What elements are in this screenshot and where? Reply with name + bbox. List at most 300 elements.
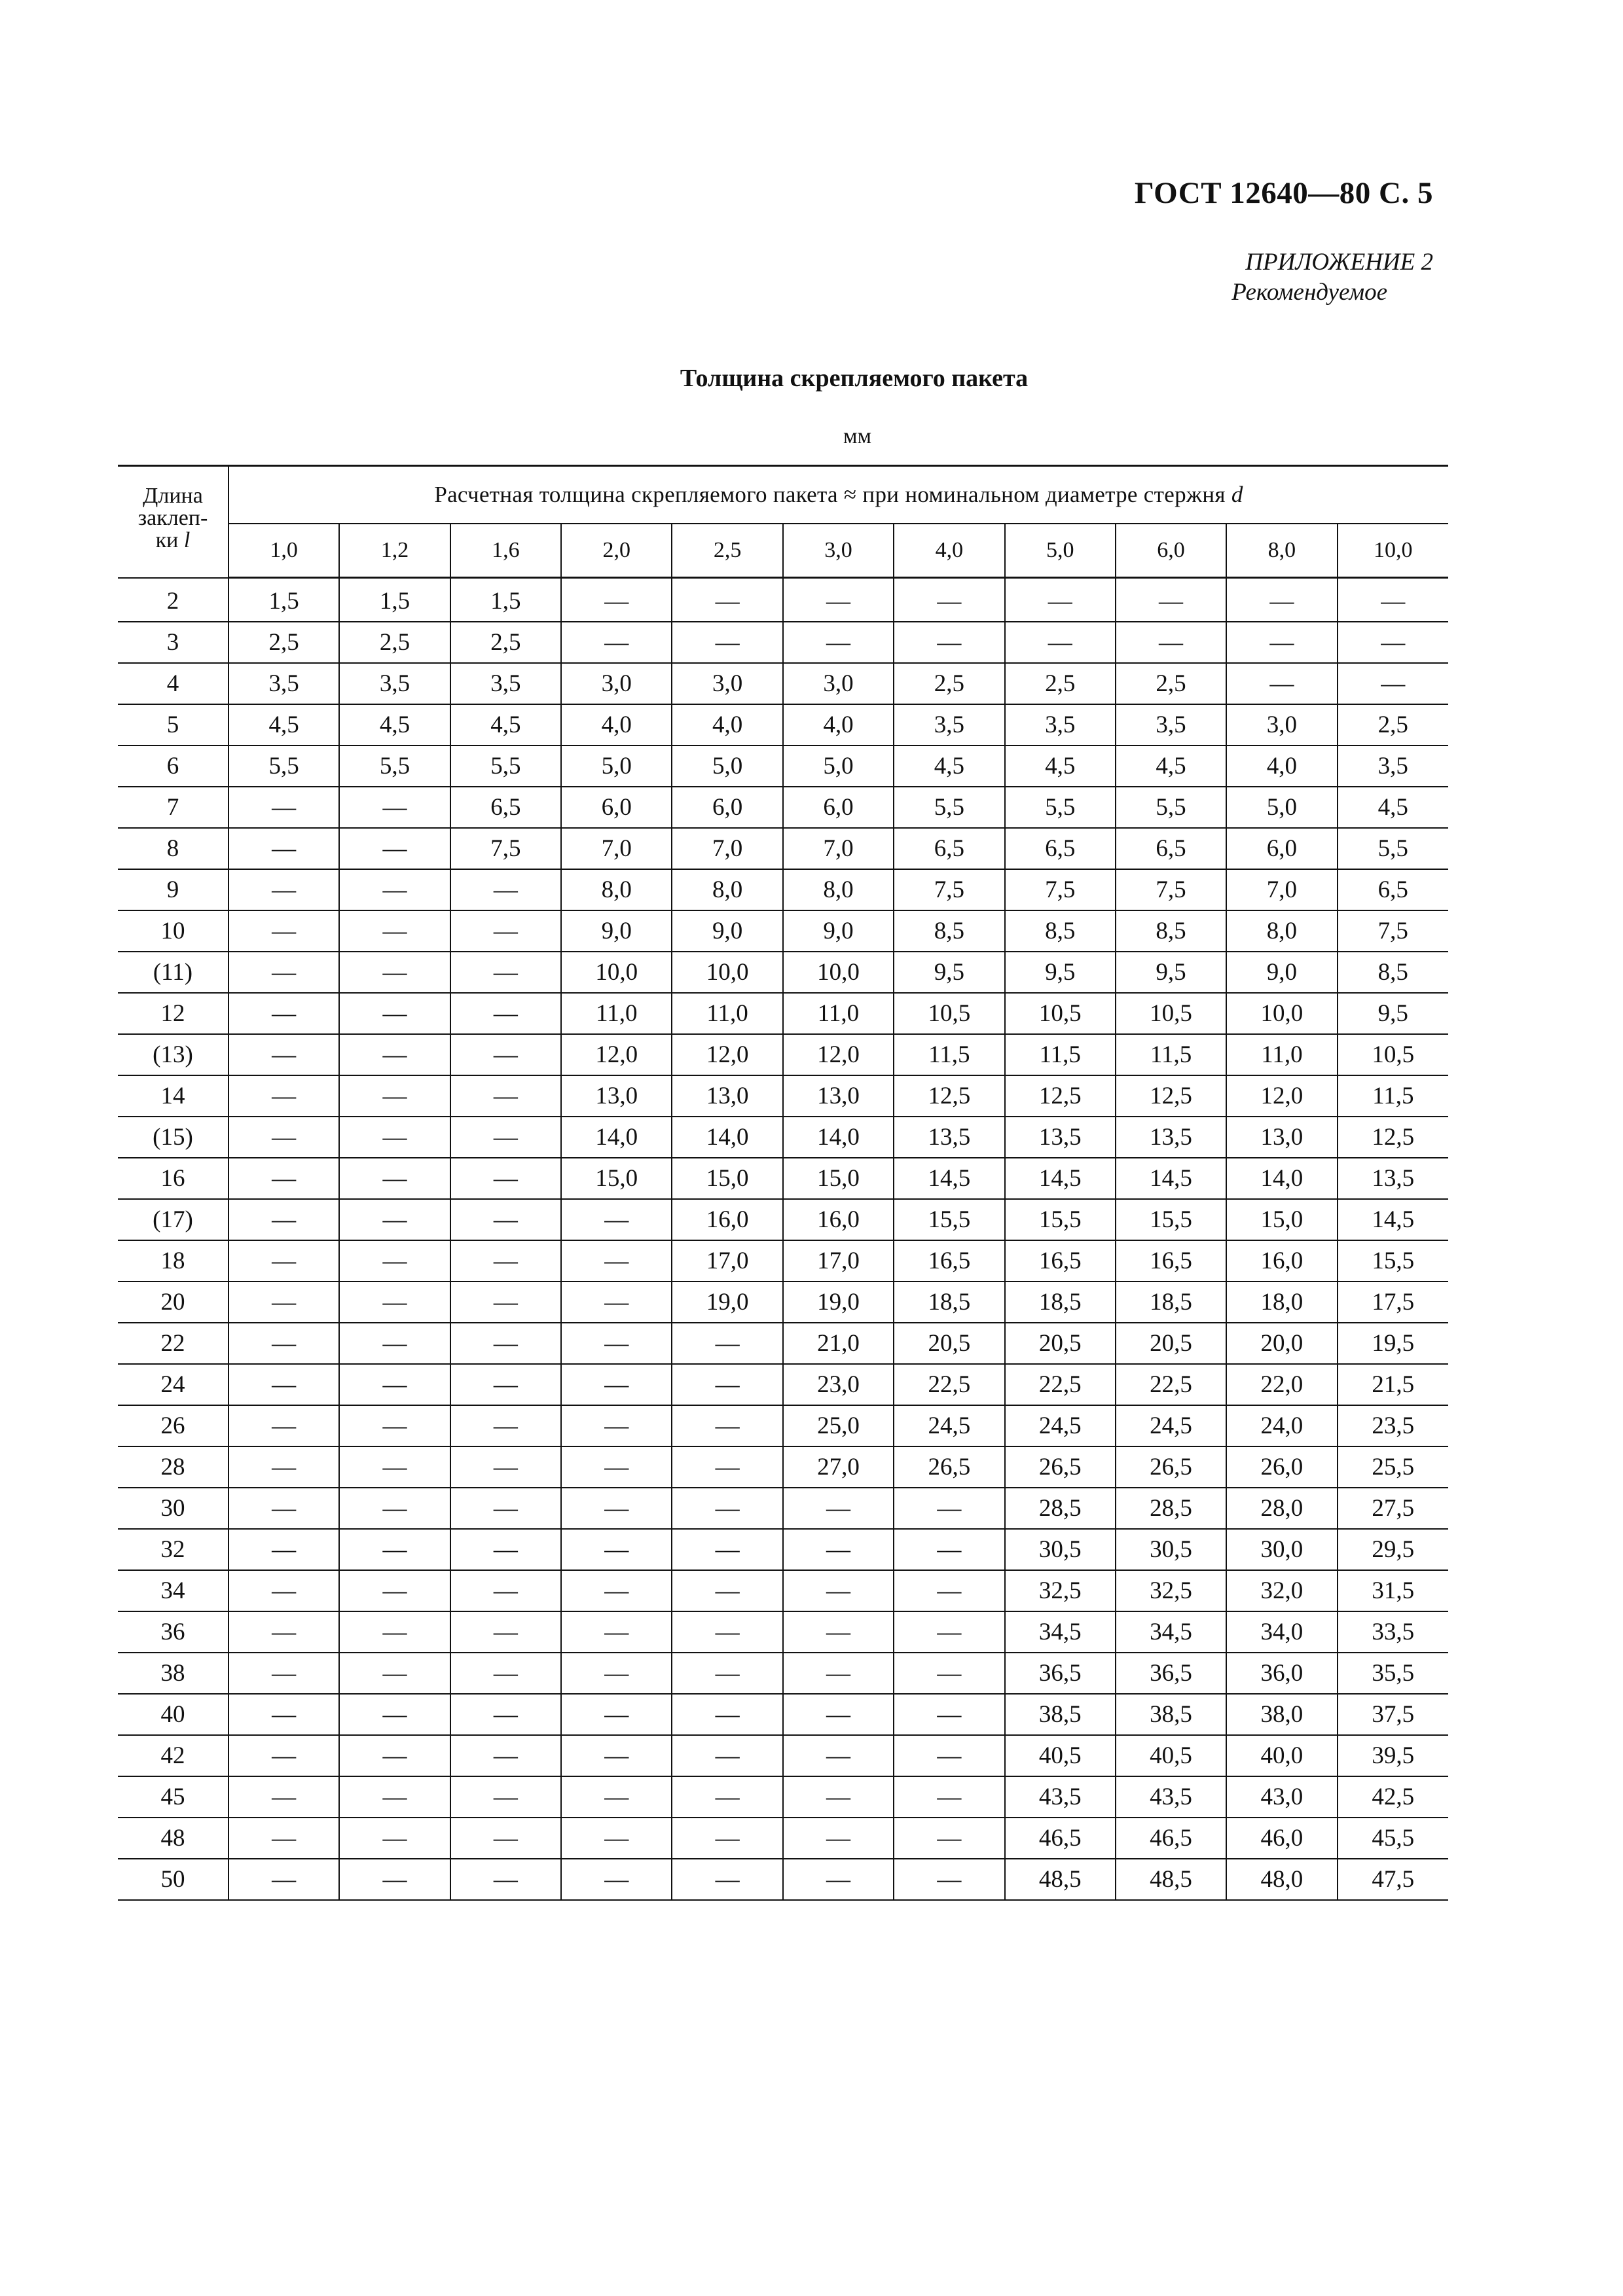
thickness-cell: 4,0 — [1226, 745, 1337, 787]
thickness-cell: — — [783, 1694, 894, 1735]
thickness-cell: 14,0 — [561, 1117, 672, 1158]
thickness-span-header-text: Расчетная толщина скрепляемого пакета ≈ при номинальном диаметре стержня — [434, 482, 1231, 507]
rivet-length-cell: 5 — [118, 704, 228, 745]
thickness-cell: — — [672, 578, 782, 622]
table-row — [118, 1158, 1448, 1199]
table-row — [118, 1199, 1448, 1240]
thickness-cell: 9,0 — [672, 910, 782, 952]
thickness-cell: 4,5 — [450, 704, 561, 745]
thickness-cell: — — [783, 1776, 894, 1818]
thickness-cell: — — [1226, 663, 1337, 704]
thickness-cell: 26,0 — [1226, 1446, 1337, 1488]
thickness-cell: 15,5 — [894, 1199, 1004, 1240]
thickness-cell: 12,0 — [672, 1034, 782, 1075]
thickness-cell: — — [783, 1529, 894, 1570]
thickness-cell: — — [672, 1323, 782, 1364]
thickness-cell: — — [339, 1859, 450, 1900]
table-row — [118, 1282, 1448, 1323]
thickness-cell: — — [228, 1694, 339, 1735]
thickness-cell: — — [228, 1529, 339, 1570]
thickness-cell: 8,5 — [1005, 910, 1116, 952]
thickness-cell: — — [450, 1323, 561, 1364]
diameter-header: 5,0 — [1005, 524, 1116, 578]
thickness-cell: 5,5 — [228, 745, 339, 787]
thickness-cell: 8,5 — [1338, 952, 1448, 993]
thickness-cell: — — [450, 1075, 561, 1117]
thickness-cell: — — [228, 1117, 339, 1158]
thickness-cell: — — [561, 1488, 672, 1529]
thickness-cell: 5,5 — [1116, 787, 1226, 828]
thickness-cell: 23,5 — [1338, 1405, 1448, 1446]
thickness-cell: 6,0 — [672, 787, 782, 828]
thickness-cell: 5,5 — [894, 787, 1004, 828]
thickness-cell: — — [228, 1405, 339, 1446]
thickness-cell: 1,5 — [228, 578, 339, 622]
thickness-cell: 3,0 — [672, 663, 782, 704]
table-row — [118, 1735, 1448, 1776]
thickness-cell: — — [672, 1570, 782, 1611]
thickness-cell: 30,5 — [1005, 1529, 1116, 1570]
thickness-cell: 14,0 — [672, 1117, 782, 1158]
thickness-cell: — — [1005, 622, 1116, 663]
table-row — [118, 704, 1448, 745]
thickness-cell: 4,0 — [783, 704, 894, 745]
thickness-cell: — — [894, 1611, 1004, 1653]
thickness-cell: 19,0 — [672, 1282, 782, 1323]
thickness-cell: 7,0 — [783, 828, 894, 869]
thickness-cell: 18,0 — [1226, 1282, 1337, 1323]
diameter-header: 2,0 — [561, 524, 672, 578]
thickness-cell: 32,5 — [1116, 1570, 1226, 1611]
thickness-cell: 39,5 — [1338, 1735, 1448, 1776]
rivet-length-cell: (13) — [118, 1034, 228, 1075]
thickness-cell: 3,5 — [339, 663, 450, 704]
thickness-cell: 4,5 — [1116, 745, 1226, 787]
thickness-cell: 29,5 — [1338, 1529, 1448, 1570]
thickness-cell: 32,5 — [1005, 1570, 1116, 1611]
thickness-cell: 12,0 — [783, 1034, 894, 1075]
thickness-cell: 12,5 — [1005, 1075, 1116, 1117]
thickness-cell: 3,5 — [450, 663, 561, 704]
thickness-cell: — — [450, 993, 561, 1034]
thickness-cell: 20,0 — [1226, 1323, 1337, 1364]
rivet-length-cell: 8 — [118, 828, 228, 869]
thickness-cell: — — [339, 1611, 450, 1653]
thickness-cell: 13,0 — [561, 1075, 672, 1117]
thickness-cell: 40,5 — [1005, 1735, 1116, 1776]
thickness-cell: 6,5 — [450, 787, 561, 828]
table-row — [118, 1240, 1448, 1282]
thickness-cell: — — [450, 1488, 561, 1529]
thickness-cell: 46,5 — [1116, 1818, 1226, 1859]
diameter-header: 1,0 — [228, 524, 339, 578]
thickness-cell: 10,5 — [1116, 993, 1226, 1034]
table-row — [118, 1488, 1448, 1529]
header-row-diameters — [118, 524, 1448, 578]
thickness-cell: — — [450, 1282, 561, 1323]
thickness-cell: 4,0 — [561, 704, 672, 745]
thickness-cell: 18,5 — [894, 1282, 1004, 1323]
rivet-length-cell: 9 — [118, 869, 228, 910]
thickness-cell: — — [450, 1694, 561, 1735]
thickness-cell: 13,5 — [1116, 1117, 1226, 1158]
thickness-cell: — — [450, 1240, 561, 1282]
thickness-cell: 4,0 — [672, 704, 782, 745]
thickness-cell: 7,5 — [1338, 910, 1448, 952]
thickness-cell: — — [672, 1818, 782, 1859]
thickness-cell: — — [339, 1818, 450, 1859]
table-row — [118, 787, 1448, 828]
thickness-cell: 6,5 — [1116, 828, 1226, 869]
thickness-cell: 2,5 — [1005, 663, 1116, 704]
thickness-cell: — — [783, 1859, 894, 1900]
diameter-header: 6,0 — [1116, 524, 1226, 578]
thickness-cell: — — [228, 910, 339, 952]
thickness-cell: 30,0 — [1226, 1529, 1337, 1570]
thickness-cell: 3,0 — [783, 663, 894, 704]
thickness-cell: — — [672, 1405, 782, 1446]
thickness-cell: — — [450, 1776, 561, 1818]
thickness-cell: — — [228, 1488, 339, 1529]
thickness-cell: — — [672, 1611, 782, 1653]
thickness-cell: — — [339, 1488, 450, 1529]
thickness-cell: 34,0 — [1226, 1611, 1337, 1653]
table-row — [118, 828, 1448, 869]
thickness-cell: 10,0 — [1226, 993, 1337, 1034]
thickness-cell: 36,0 — [1226, 1653, 1337, 1694]
thickness-cell: — — [561, 1323, 672, 1364]
thickness-cell: 13,0 — [1226, 1117, 1337, 1158]
thickness-cell: 8,0 — [561, 869, 672, 910]
rivet-length-cell: 36 — [118, 1611, 228, 1653]
thickness-cell: 7,0 — [672, 828, 782, 869]
thickness-cell: — — [450, 1034, 561, 1075]
appendix-note: Рекомендуемое — [1231, 279, 1387, 306]
thickness-cell: 12,0 — [1226, 1075, 1337, 1117]
table-row — [118, 1818, 1448, 1859]
thickness-cell: 11,5 — [1338, 1075, 1448, 1117]
thickness-cell: 6,0 — [783, 787, 894, 828]
thickness-cell: — — [228, 787, 339, 828]
thickness-cell: 37,5 — [1338, 1694, 1448, 1735]
thickness-cell: — — [339, 1117, 450, 1158]
thickness-cell: — — [228, 1282, 339, 1323]
thickness-cell: — — [228, 1158, 339, 1199]
thickness-cell: 38,0 — [1226, 1694, 1337, 1735]
thickness-cell: 46,0 — [1226, 1818, 1337, 1859]
thickness-cell: 14,5 — [1005, 1158, 1116, 1199]
thickness-cell: 3,5 — [1116, 704, 1226, 745]
diameter-header: 3,0 — [783, 524, 894, 578]
thickness-cell: 11,0 — [561, 993, 672, 1034]
thickness-cell: 9,5 — [1005, 952, 1116, 993]
thickness-cell: — — [339, 993, 450, 1034]
thickness-cell: — — [339, 1446, 450, 1488]
thickness-cell: — — [339, 828, 450, 869]
rivet-length-header-var: l — [183, 528, 191, 552]
thickness-cell: — — [1226, 578, 1337, 622]
thickness-cell: 13,0 — [783, 1075, 894, 1117]
thickness-cell: 27,0 — [783, 1446, 894, 1488]
table-row — [118, 1529, 1448, 1570]
thickness-cell: — — [339, 869, 450, 910]
thickness-cell: 18,5 — [1005, 1282, 1116, 1323]
rivet-length-cell: 50 — [118, 1859, 228, 1900]
thickness-cell: — — [894, 1570, 1004, 1611]
thickness-cell: — — [339, 952, 450, 993]
thickness-cell: 25,5 — [1338, 1446, 1448, 1488]
thickness-cell: — — [228, 952, 339, 993]
rivet-length-cell: 26 — [118, 1405, 228, 1446]
thickness-cell: 16,5 — [894, 1240, 1004, 1282]
thickness-cell: 43,5 — [1005, 1776, 1116, 1818]
rivet-length-cell: 14 — [118, 1075, 228, 1117]
rivet-length-cell: 24 — [118, 1364, 228, 1405]
thickness-cell: 7,5 — [894, 869, 1004, 910]
thickness-cell: 9,0 — [783, 910, 894, 952]
thickness-cell: 11,0 — [783, 993, 894, 1034]
thickness-cell: 24,5 — [1116, 1405, 1226, 1446]
thickness-cell: — — [228, 1735, 339, 1776]
thickness-cell: — — [672, 1735, 782, 1776]
thickness-cell: — — [339, 1240, 450, 1282]
thickness-cell: 2,5 — [339, 622, 450, 663]
thickness-cell: — — [561, 1446, 672, 1488]
rivet-length-cell: 2 — [118, 578, 228, 622]
thickness-cell: — — [672, 1364, 782, 1405]
thickness-cell: 30,5 — [1116, 1529, 1226, 1570]
thickness-cell: 14,5 — [894, 1158, 1004, 1199]
thickness-cell: 13,0 — [672, 1075, 782, 1117]
thickness-cell: — — [894, 622, 1004, 663]
thickness-cell: 6,0 — [561, 787, 672, 828]
thickness-cell: — — [450, 1158, 561, 1199]
thickness-cell: 21,0 — [783, 1323, 894, 1364]
thickness-cell: 22,5 — [1005, 1364, 1116, 1405]
thickness-cell: 16,0 — [1226, 1240, 1337, 1282]
rivet-length-header-line3 — [118, 529, 228, 552]
rivet-length-cell: 42 — [118, 1735, 228, 1776]
table-row — [118, 663, 1448, 704]
rivet-length-cell: (17) — [118, 1199, 228, 1240]
table-row — [118, 1117, 1448, 1158]
thickness-cell: — — [561, 1529, 672, 1570]
thickness-cell: 40,0 — [1226, 1735, 1337, 1776]
rivet-length-cell: 12 — [118, 993, 228, 1034]
thickness-cell: 3,5 — [228, 663, 339, 704]
thickness-cell: 14,5 — [1338, 1199, 1448, 1240]
thickness-cell: 26,5 — [894, 1446, 1004, 1488]
thickness-cell: — — [672, 1859, 782, 1900]
thickness-cell: — — [339, 1158, 450, 1199]
diameter-header: 2,5 — [672, 524, 782, 578]
thickness-cell: 16,5 — [1116, 1240, 1226, 1282]
thickness-cell: 2,5 — [228, 622, 339, 663]
thickness-cell: — — [339, 1075, 450, 1117]
thickness-cell: 7,0 — [1226, 869, 1337, 910]
appendix-label: ПРИЛОЖЕНИЕ 2 — [1245, 249, 1433, 276]
thickness-cell: 28,5 — [1116, 1488, 1226, 1529]
thickness-cell: 46,5 — [1005, 1818, 1116, 1859]
table-row — [118, 1859, 1448, 1900]
thickness-cell: — — [672, 1653, 782, 1694]
thickness-cell: 2,5 — [450, 622, 561, 663]
thickness-cell: — — [783, 1611, 894, 1653]
thickness-cell: — — [450, 910, 561, 952]
thickness-cell: — — [228, 1776, 339, 1818]
thickness-cell: — — [1116, 622, 1226, 663]
thickness-cell: 7,5 — [1116, 869, 1226, 910]
table-row — [118, 1075, 1448, 1117]
thickness-cell: — — [894, 578, 1004, 622]
thickness-cell: — — [1338, 622, 1448, 663]
rivet-length-cell: 7 — [118, 787, 228, 828]
thickness-cell: — — [450, 1199, 561, 1240]
rivet-length-cell: 28 — [118, 1446, 228, 1488]
thickness-cell: — — [894, 1735, 1004, 1776]
thickness-cell: — — [228, 1653, 339, 1694]
rivet-length-cell: 34 — [118, 1570, 228, 1611]
rivet-length-header-text: ки — [155, 528, 184, 552]
thickness-cell: 17,5 — [1338, 1282, 1448, 1323]
thickness-cell: — — [450, 1653, 561, 1694]
thickness-cell: — — [1338, 663, 1448, 704]
thickness-cell: — — [561, 1282, 672, 1323]
thickness-cell: 31,5 — [1338, 1570, 1448, 1611]
thickness-cell: — — [228, 1859, 339, 1900]
thickness-cell: 12,5 — [1338, 1117, 1448, 1158]
thickness-cell: 8,0 — [783, 869, 894, 910]
thickness-cell: — — [1338, 578, 1448, 622]
thickness-cell: 13,5 — [1005, 1117, 1116, 1158]
rivet-length-cell: 48 — [118, 1818, 228, 1859]
rivet-length-cell: 30 — [118, 1488, 228, 1529]
thickness-cell: 36,5 — [1005, 1653, 1116, 1694]
thickness-cell: — — [228, 1323, 339, 1364]
thickness-cell: — — [228, 1075, 339, 1117]
thickness-cell: — — [561, 1776, 672, 1818]
thickness-cell: 16,5 — [1005, 1240, 1116, 1282]
thickness-cell: 10,0 — [561, 952, 672, 993]
rivet-length-cell: 10 — [118, 910, 228, 952]
thickness-cell: — — [228, 1446, 339, 1488]
thickness-cell: — — [339, 1405, 450, 1446]
thickness-cell: 18,5 — [1116, 1282, 1226, 1323]
appendix-block — [1231, 247, 1433, 308]
thickness-cell: 4,5 — [1338, 787, 1448, 828]
diameter-header: 1,2 — [339, 524, 450, 578]
thickness-cell: — — [894, 1529, 1004, 1570]
thickness-cell: 11,5 — [894, 1034, 1004, 1075]
table-row — [118, 745, 1448, 787]
table-row — [118, 1364, 1448, 1405]
diameter-header: 10,0 — [1338, 524, 1448, 578]
thickness-cell: 5,0 — [672, 745, 782, 787]
thickness-cell: 24,0 — [1226, 1405, 1337, 1446]
thickness-cell: — — [561, 1199, 672, 1240]
thickness-cell: 22,5 — [894, 1364, 1004, 1405]
table-row — [118, 1611, 1448, 1653]
thickness-cell: 5,5 — [1338, 828, 1448, 869]
diameter-header: 4,0 — [894, 524, 1004, 578]
thickness-cell: — — [561, 1735, 672, 1776]
thickness-cell: — — [894, 1653, 1004, 1694]
thickness-cell: — — [561, 1570, 672, 1611]
thickness-cell: — — [339, 1529, 450, 1570]
thickness-cell: 38,5 — [1116, 1694, 1226, 1735]
thickness-cell: — — [228, 828, 339, 869]
thickness-cell: — — [783, 1818, 894, 1859]
thickness-cell: 28,5 — [1005, 1488, 1116, 1529]
rivet-length-cell: 40 — [118, 1694, 228, 1735]
thickness-cell: 43,0 — [1226, 1776, 1337, 1818]
thickness-cell: — — [339, 1199, 450, 1240]
rivet-length-cell: (11) — [118, 952, 228, 993]
thickness-cell: — — [339, 1735, 450, 1776]
thickness-cell: 8,5 — [1116, 910, 1226, 952]
thickness-cell: — — [339, 1034, 450, 1075]
thickness-cell: 6,5 — [1005, 828, 1116, 869]
table-row — [118, 578, 1448, 622]
thickness-cell: 16,0 — [672, 1199, 782, 1240]
thickness-cell: 21,5 — [1338, 1364, 1448, 1405]
thickness-cell: — — [339, 1653, 450, 1694]
thickness-cell: — — [672, 1694, 782, 1735]
thickness-cell: 20,5 — [894, 1323, 1004, 1364]
table-body — [118, 578, 1448, 1901]
table-row — [118, 1570, 1448, 1611]
thickness-cell: 22,0 — [1226, 1364, 1337, 1405]
thickness-cell: 9,5 — [1338, 993, 1448, 1034]
thickness-cell: — — [561, 1364, 672, 1405]
thickness-cell: 15,0 — [1226, 1199, 1337, 1240]
thickness-cell: 25,0 — [783, 1405, 894, 1446]
table-row — [118, 1034, 1448, 1075]
thickness-cell: — — [450, 1117, 561, 1158]
thickness-cell: 14,0 — [1226, 1158, 1337, 1199]
thickness-cell: 20,5 — [1005, 1323, 1116, 1364]
thickness-cell: 9,5 — [894, 952, 1004, 993]
thickness-cell: — — [339, 1570, 450, 1611]
thickness-cell: 6,0 — [1226, 828, 1337, 869]
thickness-cell: — — [228, 869, 339, 910]
thickness-cell: 4,5 — [894, 745, 1004, 787]
thickness-cell: 34,5 — [1005, 1611, 1116, 1653]
thickness-cell: — — [228, 1818, 339, 1859]
header-row-main — [118, 466, 1448, 524]
thickness-cell: 9,0 — [561, 910, 672, 952]
thickness-cell: — — [228, 1034, 339, 1075]
thickness-cell: — — [450, 1364, 561, 1405]
thickness-cell: — — [450, 1529, 561, 1570]
thickness-cell: — — [228, 1240, 339, 1282]
rivet-length-cell: 18 — [118, 1240, 228, 1282]
thickness-cell: 7,5 — [1005, 869, 1116, 910]
thickness-cell: 2,5 — [1338, 704, 1448, 745]
thickness-cell: 38,5 — [1005, 1694, 1116, 1735]
table-row — [118, 910, 1448, 952]
thickness-cell: 5,5 — [1005, 787, 1116, 828]
thickness-cell: — — [450, 1405, 561, 1446]
thickness-cell: — — [1226, 622, 1337, 663]
thickness-cell: 5,0 — [783, 745, 894, 787]
thickness-cell: — — [672, 1529, 782, 1570]
rivet-length-cell: 6 — [118, 745, 228, 787]
thickness-cell: 43,5 — [1116, 1776, 1226, 1818]
thickness-cell: 10,5 — [894, 993, 1004, 1034]
thickness-cell: 12,5 — [1116, 1075, 1226, 1117]
diameter-header: 8,0 — [1226, 524, 1337, 578]
